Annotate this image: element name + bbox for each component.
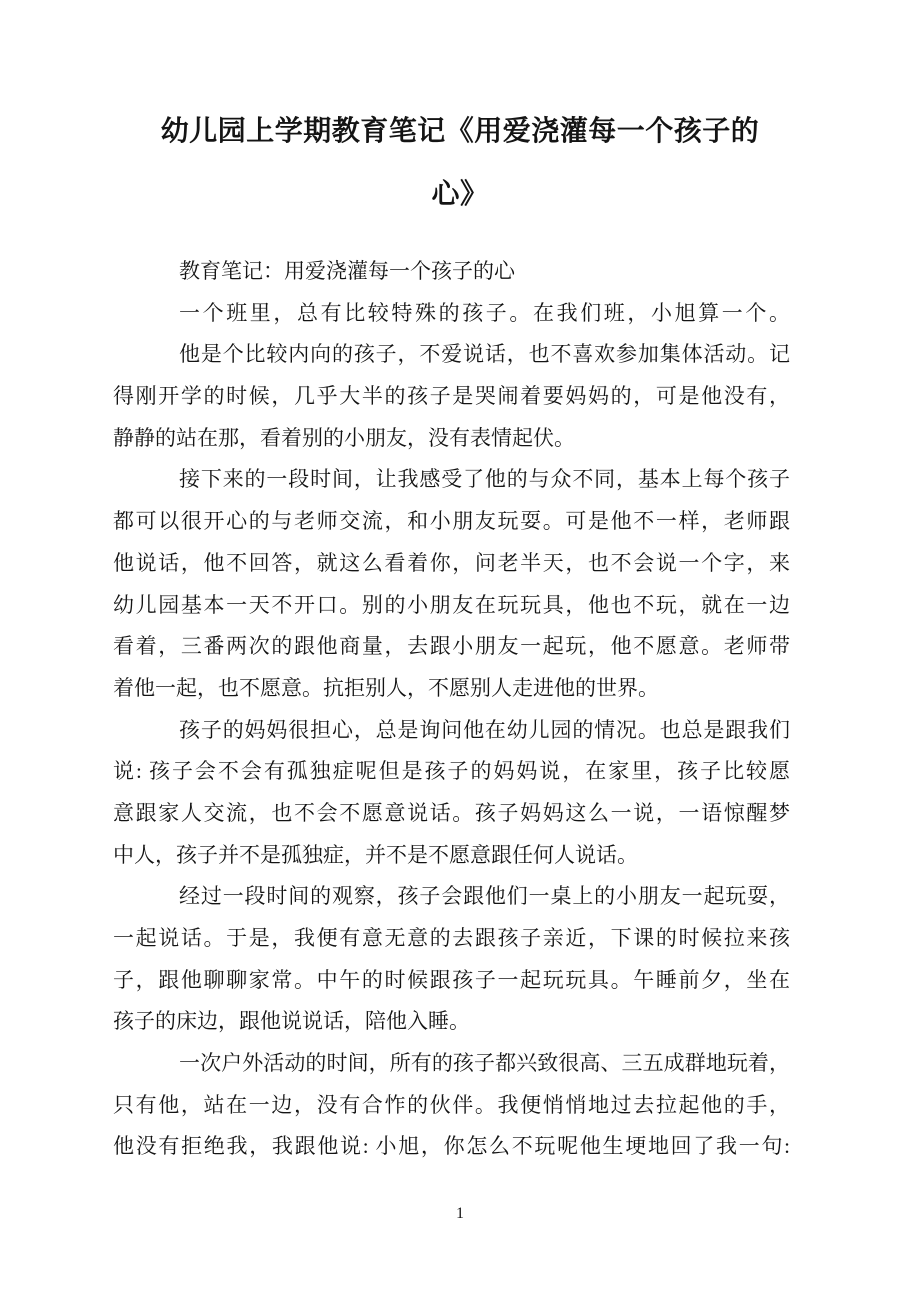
document-title-line-1: 幼儿园上学期教育笔记《用爱浇灌每一个孩子的 — [160, 116, 760, 147]
text-line: 教育笔记：用爱浇灌每一个孩子的心 — [179, 259, 515, 283]
text-line: 他没有拒绝我，我跟他说: 小旭，你怎么不玩呢他生埂地回了我一句: — [113, 1134, 790, 1159]
text-line: 经过一段时间的观察，孩子会跟他们一桌上的小朋友一起玩耍， — [179, 884, 790, 909]
text-line: 接下来的一段时间，让我感受了他的与众不同，基本上每个孩子 — [179, 467, 790, 492]
text-line: 只有他，站在一边，没有合怍的伙伴。我便悄悄地过去拉起他的手， — [113, 1092, 790, 1117]
text-line: 着他一起，也不愿意。抗拒别人，不愿别人走进他的世界。 — [113, 675, 659, 700]
text-line: 静静的站在那，看着别的小朋友，没有表情起伏。 — [113, 425, 575, 450]
text-line: 幼儿园基本一天不开口。别的小朋友在玩玩具，他也不玩，就在一边 — [113, 592, 790, 617]
text-line: 孩子的床边，跟他说说话，陪他入睡。 — [113, 1009, 470, 1034]
page-number: 1 — [456, 1205, 464, 1222]
text-line: 他说话，他不回答，就这么看着你，问老半天，也不会说一个字，来 — [113, 550, 790, 575]
text-line: 他是个比较内向的孩子，不爱说话，也不喜欢参加集体活动。记 — [179, 342, 790, 367]
text-line: 得刚开学的时候，几乎大半的孩子是哭闹着要妈妈的，可是他没有， — [113, 384, 790, 409]
text-line: 一次户外活动的时间，所有的孩子都兴致很高、三五成群地玩着， — [179, 1051, 790, 1076]
text-line: 子，跟他聊聊家常。中午的时候跟孩子一起玩玩具。午睡前夕，坐在 — [113, 967, 790, 992]
text-line: 中人，孩子并不是孤独症，并不是不愿意跟任何人说话。 — [113, 842, 638, 867]
text-line: 一起说话。于是，我便有意无意的去跟孩子亲近，下课的时候拉来孩 — [113, 926, 790, 950]
text-line: 孩子的妈妈很担心，总是询问他在幼儿园的情况。也总是跟我们 — [179, 717, 790, 742]
text-line: 看着，三番两次的跟他商量，去跟小朋友一起玩，他不愿意。老师带 — [113, 634, 790, 659]
document-title — [0, 100, 920, 226]
text-line: 意跟家人交流，也不会不愿意说话。孩子妈妈这么一说，一语惊醒梦 — [113, 800, 790, 825]
document-body — [113, 251, 790, 1168]
text-line: 一个班里，总有比较特殊的孩子。在我们班，小旭算一个。 — [179, 300, 790, 325]
document-title-line-2: 心》 — [431, 179, 489, 210]
text-line: 说: 孩子会不会有孤独症呢但是孩子的妈妈说，在家里，孩子比较愿 — [113, 759, 790, 784]
text-line: 都可以很开心的与老师交流，和小朋友玩耍。可是他不一样，老师跟 — [113, 509, 790, 534]
